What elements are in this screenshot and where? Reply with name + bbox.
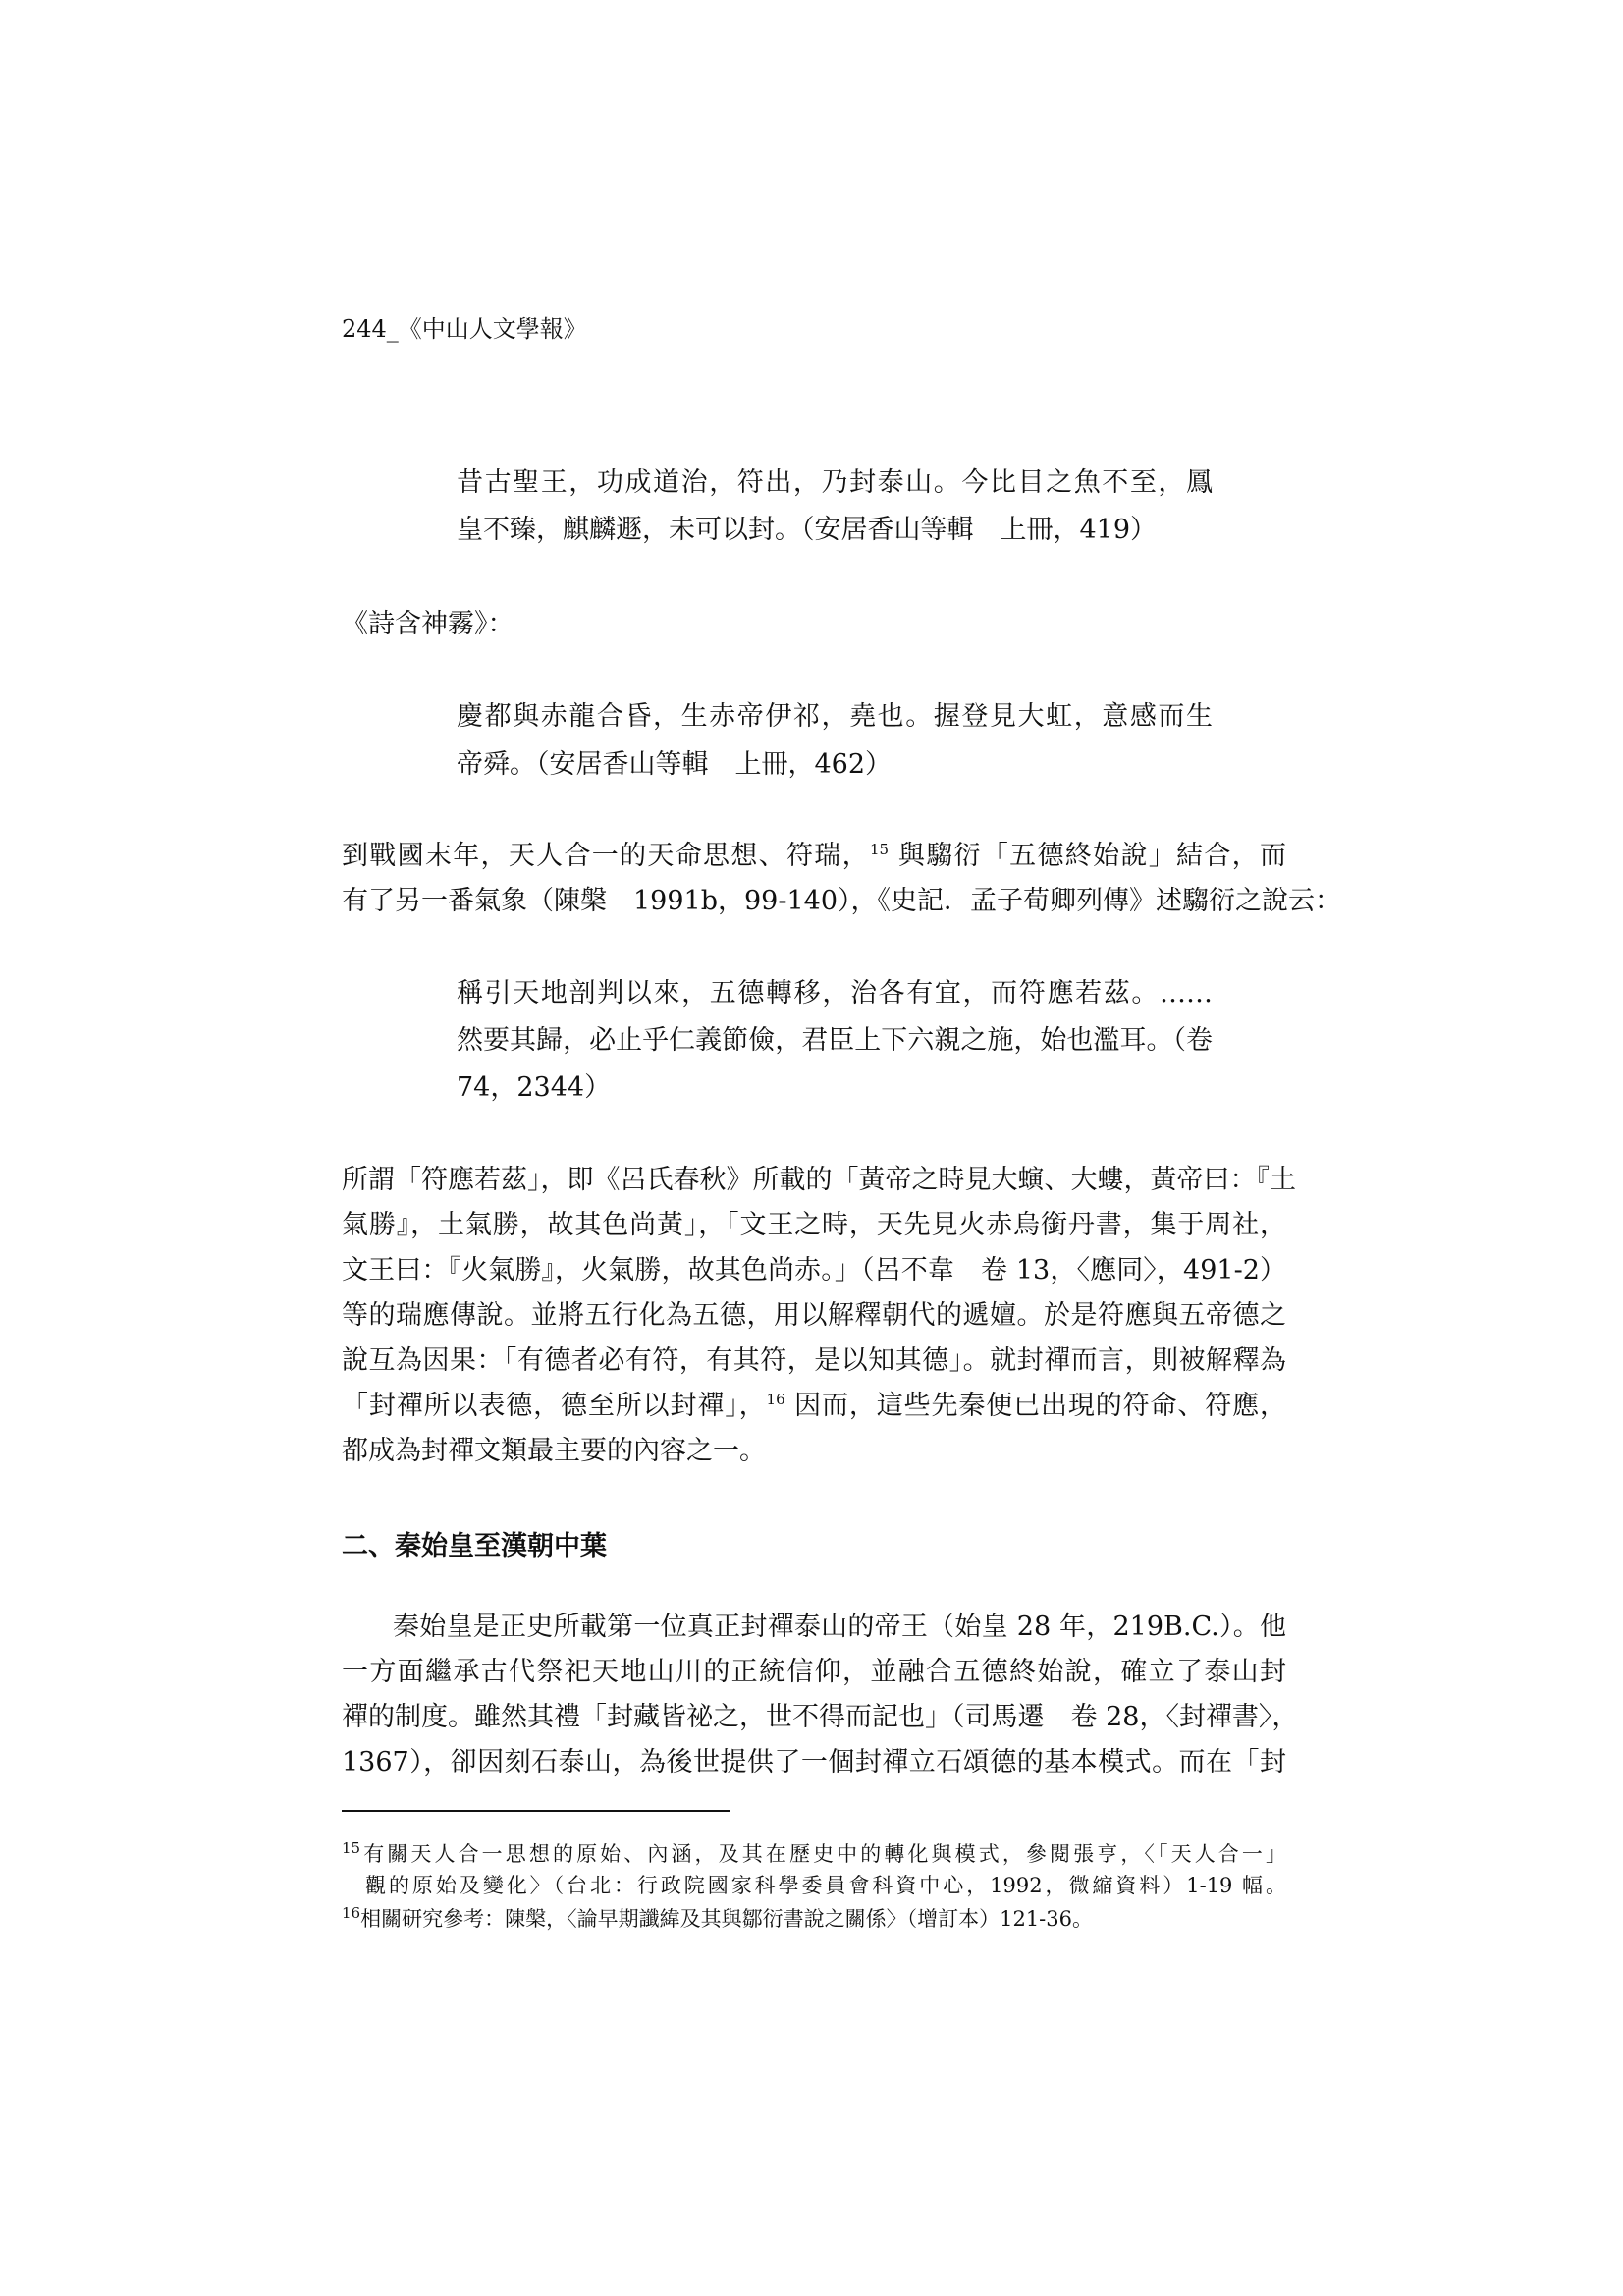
quote3-line-1: 稱引天地剖判以來，五德轉移，治各有宜，而符應若茲。…… (457, 978, 1213, 1009)
quote1-line-2: 皇不臻，麒麟遯，未可以封。（安居香山等輯 上冊，419） (457, 515, 1158, 545)
para1-line-1 (342, 837, 1286, 876)
quote3-line-2: 然要其歸，必止乎仁義節儉，君臣上下六親之施，始也濫耳。（卷 (457, 1025, 1213, 1056)
para2-line-3: 文王曰：『火氣勝』，火氣勝，故其色尚赤。」（呂不韋 卷 13，〈應同〉，491-2） (342, 1255, 1286, 1285)
quote2-line-1: 慶都與赤龍合昏，生赤帝伊祁，堯也。握登見大虹，意感而生 (457, 701, 1213, 732)
para2-line-4: 等的瑞應傳說。並將五行化為五德，用以解釋朝代的遞嬗。於是符應與五帝德之 (342, 1300, 1286, 1331)
quote2-line-2: 帝舜。（安居香山等輯 上冊，462） (457, 749, 893, 780)
footnote-15-number: 15 (342, 1839, 361, 1857)
para3-line-4: 1367），卻因刻石泰山，為後世提供了一個封禪立石頌德的基本模式。而在「封 (342, 1747, 1286, 1777)
source-title: 《詩含神霧》： (342, 609, 514, 639)
para3-line-3: 禪的制度。雖然其禮「封藏皆祕之，世不得而記也」（司馬遷 卷 28，〈封禪書〉， (342, 1702, 1299, 1732)
para2-line-6 (342, 1387, 1286, 1426)
para2-line-2: 氣勝』，土氣勝，故其色尚黃」，「文王之時，天先見火赤烏銜丹書，集于周社， (342, 1210, 1286, 1240)
para2-text-a: 「封禪所以表德，德至所以封禪」， (342, 1391, 767, 1421)
footnote-16-number: 16 (342, 1904, 361, 1922)
footnote-15-line-1 (342, 1839, 1286, 1869)
para2-line-5: 說互為因果：「有德者必有符，有其符，是以知其德」。就封禪而言，則被解釋為 (342, 1345, 1286, 1376)
footnote-15-line-2: 觀的原始及變化〉（台北：行政院國家科學委員會科資中心，1992，微縮資料）1-19 幅。 (365, 1874, 1286, 1897)
para3-line-1: 秦始皇是正史所載第一位真正封禪泰山的帝王（始皇 28 年，219B.C.）。他 (393, 1612, 1286, 1642)
footnote-15-text-1: 有關天人合一思想的原始、內涵，及其在歷史中的轉化與模式，參閱張亨，〈「天人合一」 (360, 1842, 1286, 1866)
footnote-ref-16[interactable]: 16 (766, 1391, 785, 1408)
footnote-16-line-1 (342, 1904, 1093, 1934)
footnote-16-text-1: 相關研究參考：陳槃，〈論早期讖緯及其與鄒衍書說之關係〉（增訂本）121-36。 (360, 1907, 1093, 1931)
para1-text-a: 到戰國末年，天人合一的天命思想、符瑞， (342, 841, 870, 871)
footnote-divider (342, 1810, 730, 1812)
para2-line-1: 所謂「符應若茲」，即《呂氏春秋》所載的「黃帝之時見大螾、大螻，黃帝曰：『土 (342, 1165, 1296, 1195)
para3-line-2: 一方面繼承古代祭祀天地山川的正統信仰，並融合五德終始說，確立了泰山封 (342, 1657, 1286, 1687)
para1-line-2: 有了另一番氣象（陳槃 1991b，99-140），《史記．孟子荀卿列傳》述騶衍之說云： (342, 886, 1342, 916)
para2-line-7: 都成為封禪文類最主要的內容之一。 (342, 1436, 766, 1466)
para1-text-b: 與騶衍「五德終始說」結合，而 (889, 841, 1286, 871)
section-heading: 二、秦始皇至漢朝中葉 (342, 1531, 607, 1561)
quote3-line-3: 74，2344） (457, 1072, 612, 1103)
para2-text-b: 因而，這些先秦便已出現的符命、符應， (784, 1391, 1286, 1421)
footnote-ref-15[interactable]: 15 (869, 841, 890, 858)
quote1-line-1: 昔古聖王，功成道治，符出，乃封泰山。今比目之魚不至，鳳 (457, 467, 1213, 498)
running-head: 244_《中山人文學報》 (342, 315, 587, 343)
